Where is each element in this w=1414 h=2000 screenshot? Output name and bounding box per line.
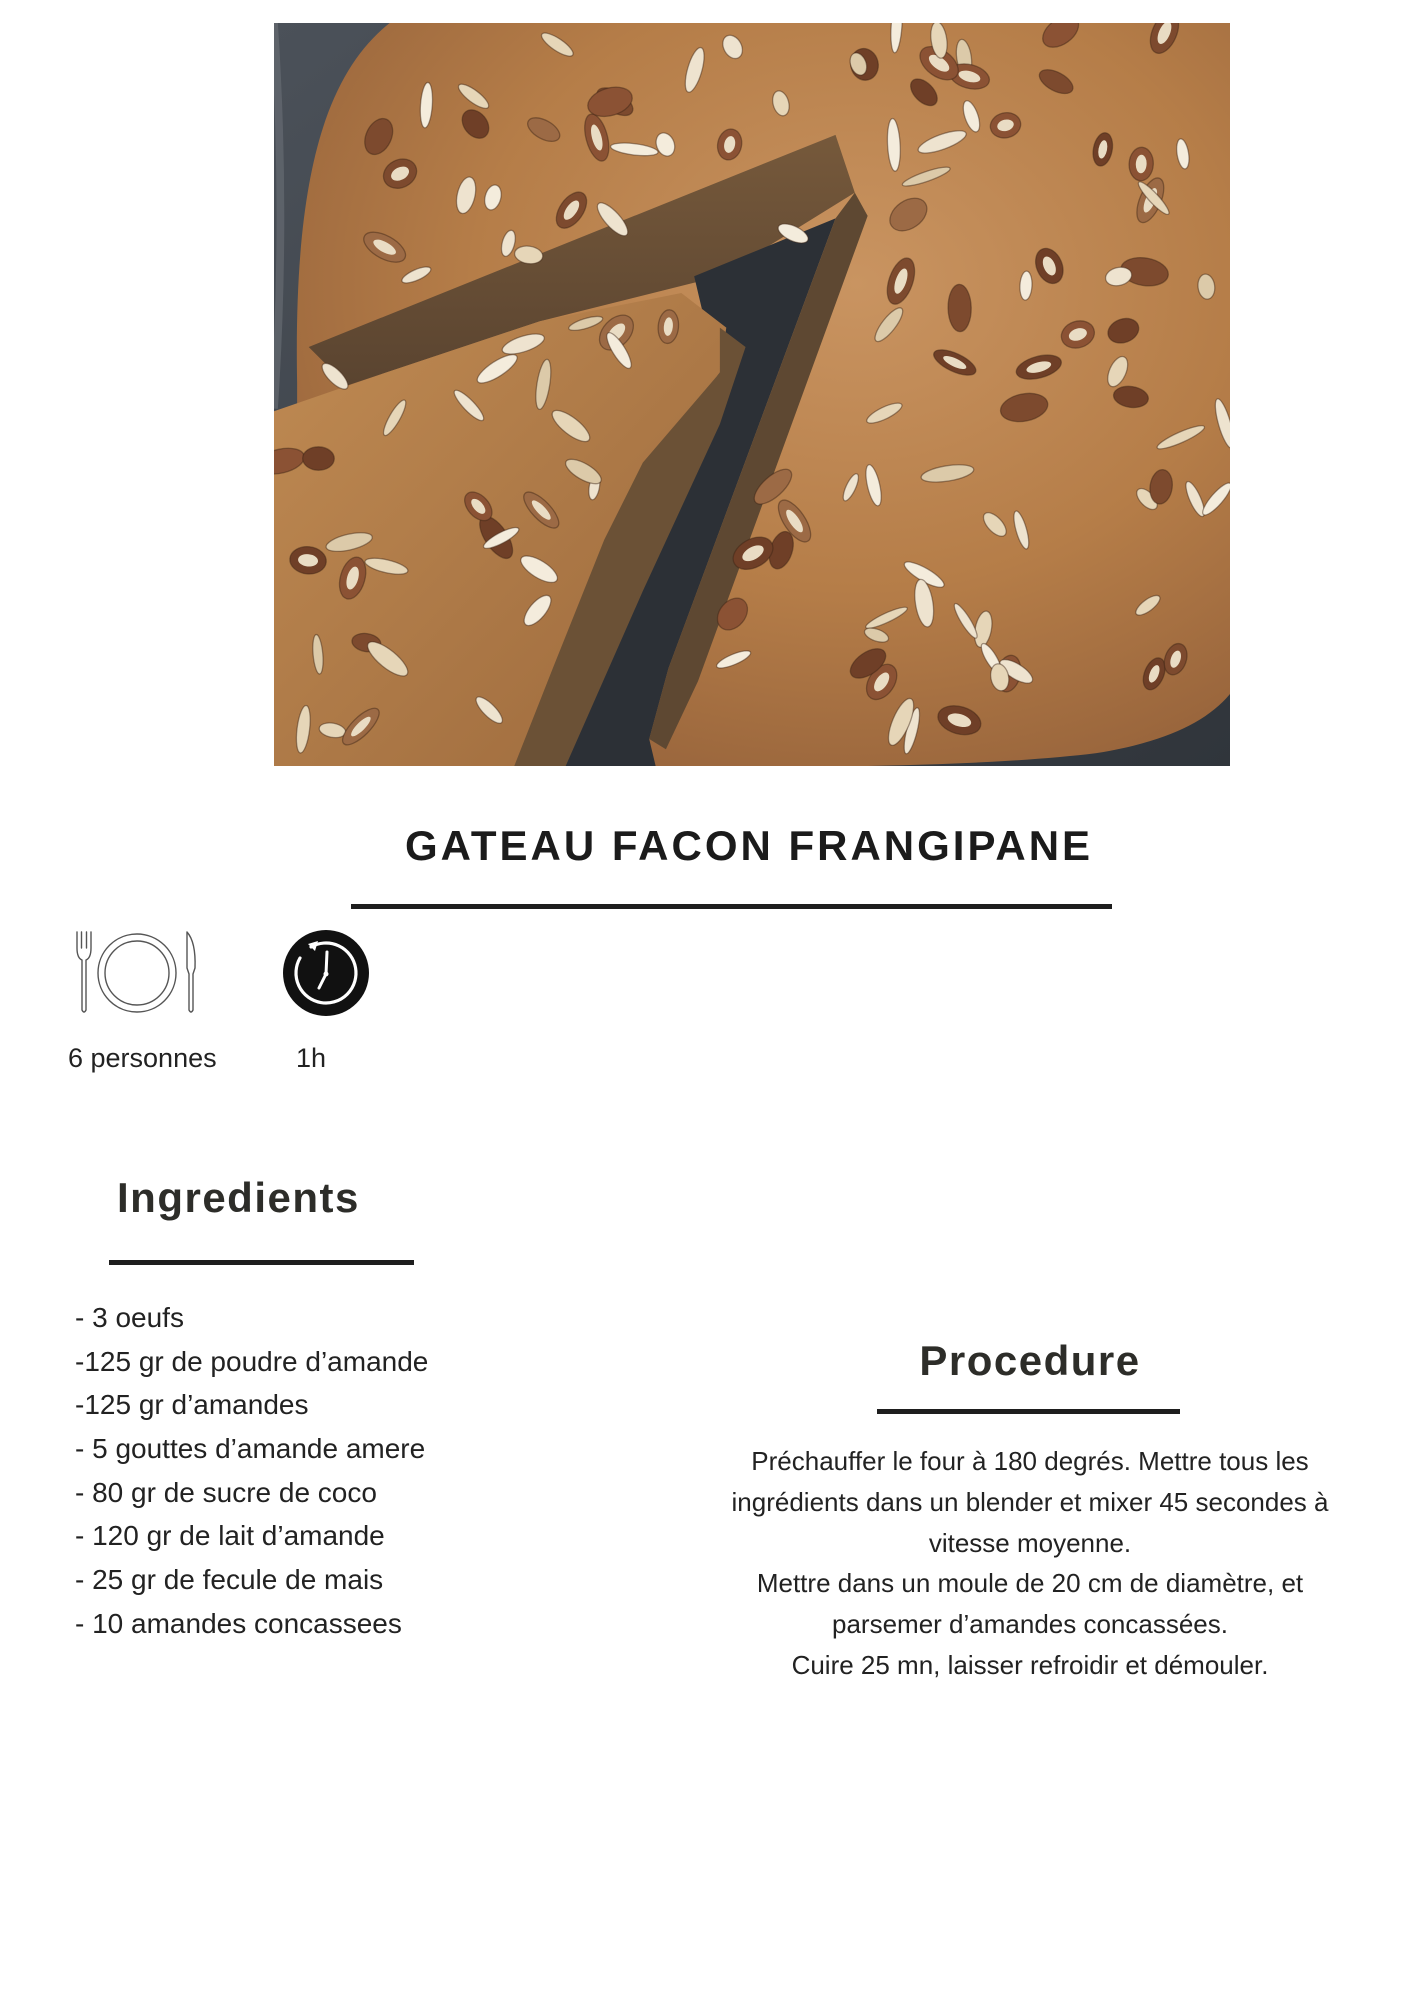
- ingredient-item: - 5 gouttes d’amande amere: [75, 1433, 426, 1465]
- ingredient-item: - 120 gr de lait d’amande: [75, 1520, 385, 1552]
- ingredient-item: -125 gr d’amandes: [75, 1389, 309, 1421]
- servings-label: 6 personnes: [68, 1043, 217, 1073]
- time-label: 1h: [296, 1043, 327, 1073]
- plate-cutlery-icon: [72, 928, 198, 1016]
- procedure-underline: [877, 1409, 1180, 1414]
- ingredient-item: - 80 gr de sucre de coco: [75, 1476, 377, 1508]
- procedure-line: Cuire 25 mn, laisser refroidir et démouler.: [791, 1649, 1269, 1680]
- procedure-line: ingrédients dans un blender et mixer 45 secondes à: [731, 1486, 1329, 1517]
- procedure-line: vitesse moyenne.: [928, 1527, 1132, 1558]
- procedure-line: Mettre dans un moule de 20 cm de diamètre, et: [756, 1568, 1304, 1599]
- ingredients-underline: [109, 1260, 414, 1265]
- almond-piece: [948, 284, 972, 332]
- clock-icon: [282, 929, 370, 1017]
- cake-photo-drawing: [274, 23, 1230, 766]
- almond-piece: [302, 447, 334, 471]
- procedure-line: parsemer d’amandes concassées.: [832, 1609, 1228, 1640]
- ingredient-item: - 3 oeufs: [75, 1302, 184, 1333]
- procedure-line: Préchauffer le four à 180 degrés. Mettre tous les: [751, 1446, 1309, 1476]
- title-underline: [351, 904, 1112, 909]
- cake-photo: [274, 23, 1230, 766]
- ingredient-item: - 10 amandes concassees: [75, 1607, 402, 1639]
- ingredient-item: -125 gr de poudre d’amande: [75, 1345, 429, 1377]
- ingredient-item: - 25 gr de fecule de mais: [75, 1564, 384, 1596]
- procedure-heading: Procedure: [919, 1337, 1141, 1384]
- procedure-text: [700, 1441, 1360, 1686]
- ingredients-list: [75, 1296, 428, 1646]
- recipe-title: GATEAU FACON FRANGIPANE: [404, 822, 1094, 869]
- ingredients-heading: Ingredients: [117, 1174, 360, 1221]
